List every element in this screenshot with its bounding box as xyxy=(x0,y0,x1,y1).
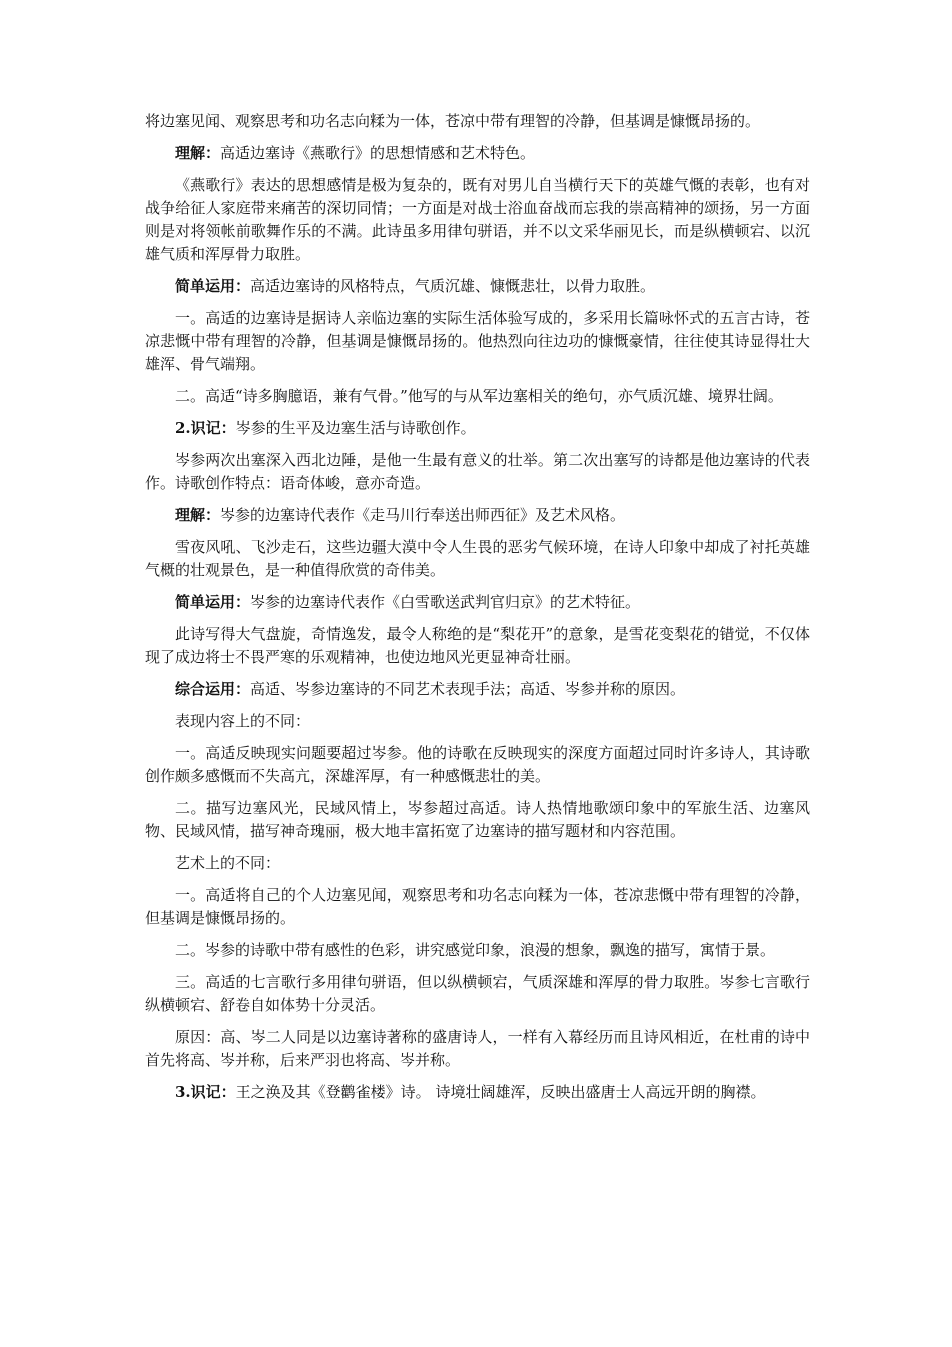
paragraph xyxy=(145,1081,810,1104)
paragraph-label: 综合运用： xyxy=(175,680,251,698)
paragraph-text: 《燕歌行》表达的思想感情是极为复杂的，既有对男儿自当横行天下的英雄气慨的表彰，也有对战争给征人家庭带来痛苦的深切同情；一方面是对战士浴血奋战而忘我的崇高精神的颂扬，另一方面则是对将领帐前歌舞作乐的不满。此诗虽多用律句骈语，并不以文采华丽见长，而是纵横顿宕、以沉雄气质和浑厚骨力取胜。 xyxy=(145,176,810,263)
paragraph xyxy=(145,536,810,582)
paragraph-text: 表现内容上的不同： xyxy=(175,712,311,730)
paragraph xyxy=(145,710,810,733)
paragraph xyxy=(145,852,810,875)
paragraph xyxy=(145,110,810,133)
paragraph-text: 二。描写边塞风光，民域风情上，岑参超过高适。诗人热情地歌颂印象中的军旅生活、边塞风物、民域风情，描写神奇瑰丽，极大地丰富拓宽了边塞诗的描写题材和内容范围。 xyxy=(145,799,810,840)
paragraph-text: 二。高适“诗多胸臆语，兼有气骨。”他写的与从军边塞相关的绝句，亦气质沉雄、境界壮阔。 xyxy=(175,387,783,405)
paragraph-text: 高适边塞诗的风格特点，气质沉雄、慷慨悲壮，以骨力取胜。 xyxy=(250,277,656,295)
paragraph-label: 3.识记： xyxy=(175,1083,236,1101)
paragraph xyxy=(145,623,810,669)
paragraph-text: 一。高适将自己的个人边塞见闻，观察思考和功名志向糅为一体，苍凉悲慨中带有理智的冷静，但基调是慷慨昂扬的。 xyxy=(145,886,810,927)
paragraph xyxy=(145,884,810,930)
paragraph-text: 原因：高、岑二人同是以边塞诗著称的盛唐诗人，一样有入幕经历而且诗风相近，在杜甫的诗中首先将高、岑并称，后来严羽也将高、岑并称。 xyxy=(145,1028,810,1069)
paragraph-label: 简单运用： xyxy=(175,593,251,611)
paragraph-text: 岑参的边塞诗代表作《白雪歌送武判官归京》的艺术特征。 xyxy=(250,593,641,611)
paragraph-label: 简单运用： xyxy=(175,277,251,295)
paragraph-text: 此诗写得大气盘旋，奇情逸发，最令人称绝的是“梨花开”的意象，是雪花变梨花的错觉，不仅体现了成边将士不畏严寒的乐观精神，也使边地风光更显神奇壮丽。 xyxy=(145,625,810,666)
paragraph-text: 雪夜风吼、飞沙走石，这些边疆大漠中令人生畏的恶劣气候环境，在诗人印象中却成了衬托英雄气概的壮观景色，是一种值得欣赏的奇伟美。 xyxy=(145,538,810,579)
paragraph-text: 岑参两次出塞深入西北边陲，是他一生最有意义的壮举。第二次出塞写的诗都是他边塞诗的代表作。诗歌创作特点：语奇体峻，意亦奇造。 xyxy=(145,451,810,492)
paragraph xyxy=(145,742,810,788)
paragraph xyxy=(145,142,810,165)
paragraph xyxy=(145,174,810,266)
paragraph-text: 三。高适的七言歌行多用律句骈语，但以纵横顿宕，气质深雄和浑厚的骨力取胜。岑参七言歌行纵横顿宕、舒卷自如体势十分灵活。 xyxy=(145,973,810,1014)
paragraph xyxy=(145,449,810,495)
paragraph xyxy=(145,275,810,298)
paragraph xyxy=(145,678,810,701)
paragraph xyxy=(145,417,810,440)
paragraph-text: 高适边塞诗《燕歌行》的思想情感和艺术特色。 xyxy=(220,144,536,162)
paragraph xyxy=(145,939,810,962)
paragraph xyxy=(145,1026,810,1072)
paragraph xyxy=(145,797,810,843)
paragraph xyxy=(145,385,810,408)
paragraph-text: 将边塞见闻、观察思考和功名志向糅为一体，苍凉中带有理智的冷静，但基调是慷慨昂扬的。 xyxy=(145,112,761,130)
paragraph-text: 高适、岑参边塞诗的不同艺术表现手法；高适、岑参并称的原因。 xyxy=(250,680,686,698)
paragraph xyxy=(145,504,810,527)
paragraph-text: 一。高适的边塞诗是据诗人亲临边塞的实际生活体验写成的，多采用长篇咏怀式的五言古诗，苍凉悲慨中带有理智的冷静，但基调是慷慨昂扬的。他热烈向往边功的慷慨豪情，往往使其诗显得壮大雄浑、骨气端翔。 xyxy=(145,309,810,373)
paragraph-label: 理解： xyxy=(175,144,221,162)
paragraph-text: 二。岑参的诗歌中带有感性的色彩，讲究感觉印象，浪漫的想象，飘逸的描写，寓情于景。 xyxy=(175,941,776,959)
paragraph-text: 岑参的边塞诗代表作《走马川行奉送出师西征》及艺术风格。 xyxy=(220,506,626,524)
paragraph-text: 一。高适反映现实问题要超过岑参。他的诗歌在反映现实的深度方面超过同时许多诗人，其诗歌创作颇多感慨而不失高亢，深雄浑厚，有一种感慨悲壮的美。 xyxy=(145,744,810,785)
paragraph xyxy=(145,307,810,376)
paragraph-text: 艺术上的不同： xyxy=(175,854,281,872)
paragraph-label: 2.识记： xyxy=(175,419,236,437)
paragraph-label: 理解： xyxy=(175,506,221,524)
paragraph-text: 王之涣及其《登鹳雀楼》诗。 诗境壮阔雄浑，反映出盛唐士人高远开朗的胸襟。 xyxy=(235,1083,766,1101)
paragraph xyxy=(145,591,810,614)
paragraph-text: 岑参的生平及边塞生活与诗歌创作。 xyxy=(235,419,476,437)
document-page xyxy=(145,110,810,1113)
paragraph xyxy=(145,971,810,1017)
